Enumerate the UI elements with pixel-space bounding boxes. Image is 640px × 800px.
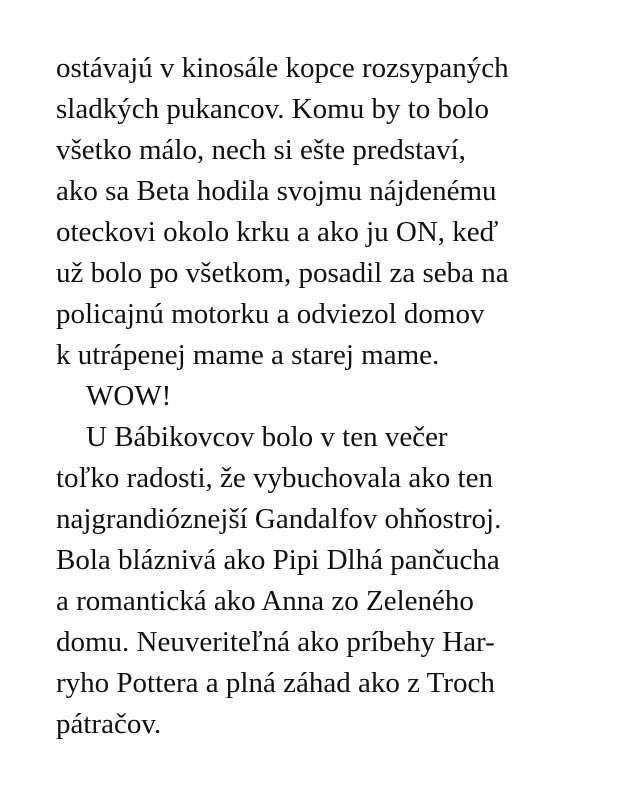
text-line: pátračov. <box>56 708 162 740</box>
text-line: a romantická ako Anna zo Zeleného <box>56 585 474 617</box>
text-line: ostávajú v kinosále kopce rozsypaných <box>56 52 509 84</box>
page-text <box>56 48 596 745</box>
text-line: sladkých pukancov. Komu by to bolo <box>56 93 490 125</box>
text-line: oteckovi okolo krku a ako ju ON, keď <box>56 216 499 248</box>
text-line: U Bábikovcov bolo v ten večer <box>86 421 448 453</box>
text-line: ryho Pottera a plná záhad ako z Troch <box>56 667 495 699</box>
text-line: toľko radosti, že vybuchovala ako ten <box>56 462 493 494</box>
paragraph-2 <box>56 376 596 417</box>
text-line: WOW! <box>86 380 172 412</box>
text-line: Bola bláznivá ako Pipi Dlhá pančucha <box>56 544 500 576</box>
paragraph-1 <box>56 48 596 376</box>
text-line: ako sa Beta hodila svojmu nájdenému <box>56 175 497 207</box>
text-line: policajnú motorku a odviezol domov <box>56 298 485 330</box>
text-line: všetko málo, nech si ešte predstaví, <box>56 134 466 166</box>
text-line: domu. Neuveriteľná ako príbehy Har- <box>56 626 495 658</box>
text-line: najgrandióznejší Gandalfov ohňostroj. <box>56 503 502 535</box>
paragraph-3 <box>56 417 596 745</box>
text-line: k utrápenej mame a starej mame. <box>56 339 440 371</box>
text-line: už bolo po všetkom, posadil za seba na <box>56 257 509 289</box>
